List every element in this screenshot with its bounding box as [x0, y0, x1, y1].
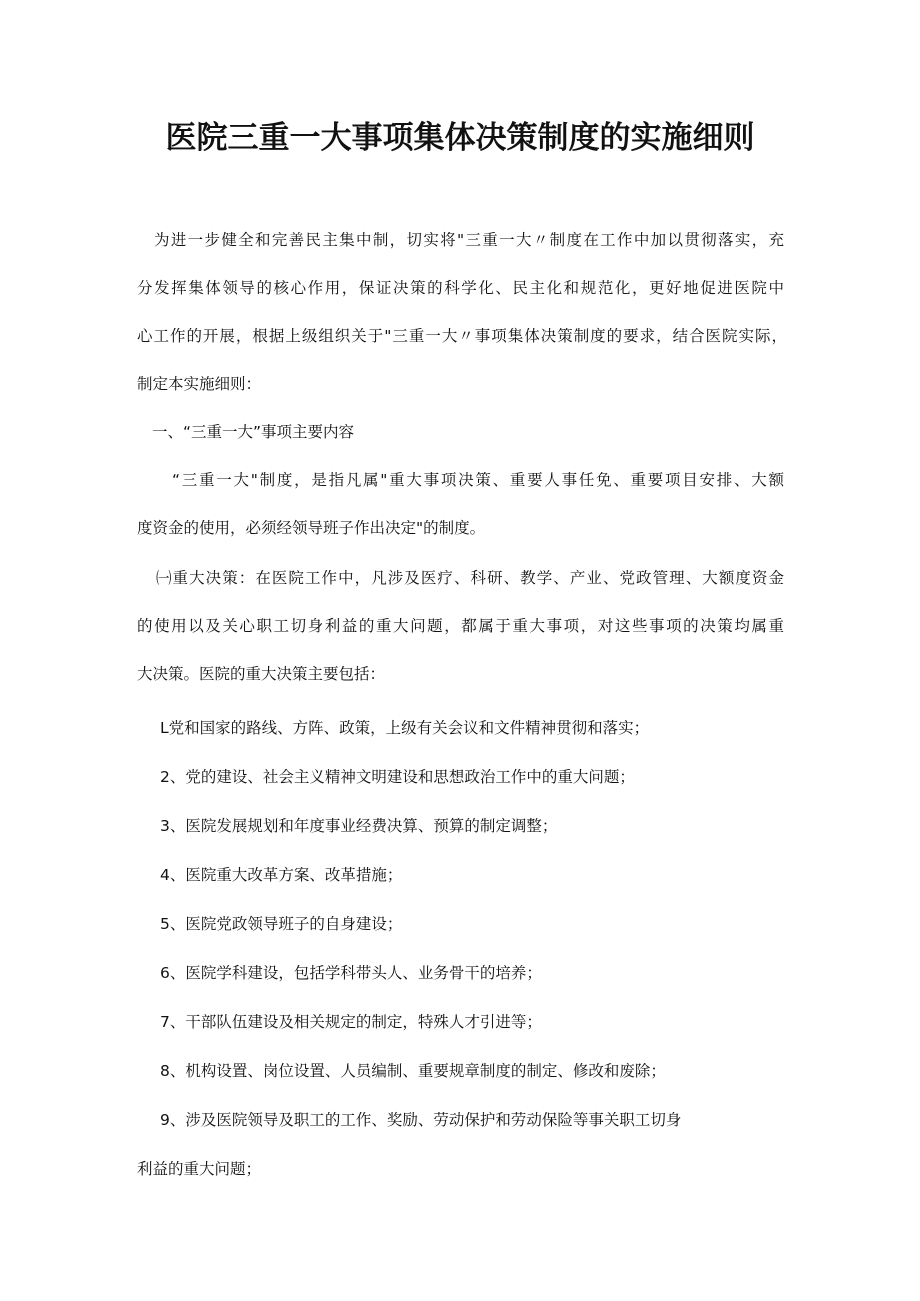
major-decision-line-2: 的使用以及关心职工切身利益的重大问题，都属于重大事项，对这些事项的决策均属重	[137, 617, 784, 635]
intro-line-2: 分发挥集体领导的核心作用，保证决策的科学化、民主化和规范化，更好地促进医院中	[137, 279, 784, 297]
intro-line-3: 心工作的开展，根据上级组织关于"三重一大〃事项集体决策制度的要求，结合医院实际，	[137, 327, 787, 345]
intro-line-4: 制定本实施细则：	[137, 375, 262, 393]
list-item-9-continuation: 利益的重大问题；	[137, 1160, 262, 1178]
list-item-3: 3、医院发展规划和年度事业经费决算、预算的制定调整；	[160, 817, 558, 835]
list-item-1: L党和国家的路线、方阵、政策，上级有关会议和文件精神贯彻和落实；	[160, 719, 650, 737]
list-item-2: 2、党的建设、社会主义精神文明建设和思想政治工作中的重大问题；	[160, 768, 635, 786]
definition-line-1: “三重一大"制度，是指凡属"重大事项决策、重要人事任免、重要项目安排、大额	[172, 471, 784, 489]
definition-line-2: 度资金的使用，必须经领导班子作出决定"的制度。	[137, 519, 486, 537]
major-decision-line-1: ㈠重大决策：在医院工作中，凡涉及医疗、科研、教学、产业、党政管理、大额度资金	[156, 569, 784, 587]
document-title: 医院三重一大事项集体决策制度的实施细则	[165, 120, 755, 156]
list-item-7: 7、干部队伍建设及相关规定的制定，特殊人才引进等；	[160, 1013, 542, 1031]
intro-line-1: 为进一步健全和完善民主集中制，切实将"三重一大〃制度在工作中加以贯彻落实，充	[154, 231, 784, 249]
section-heading: 一、“三重一大”事项主要内容	[152, 423, 355, 441]
list-item-5: 5、医院党政领导班子的自身建设；	[160, 915, 403, 933]
list-item-6: 6、医院学科建设，包括学科带头人、业务骨干的培养；	[160, 964, 542, 982]
list-item-9: 9、涉及医院领导及职工的工作、奖励、劳动保护和劳动保险等事关职工切身	[160, 1111, 682, 1129]
major-decision-line-3: 大决策。医院的重大决策主要包括：	[137, 665, 386, 683]
list-item-4: 4、医院重大改革方案、改革措施；	[160, 866, 403, 884]
list-item-8: 8、机构设置、岗位设置、人员编制、重要规章制度的制定、修改和废除；	[160, 1062, 666, 1080]
